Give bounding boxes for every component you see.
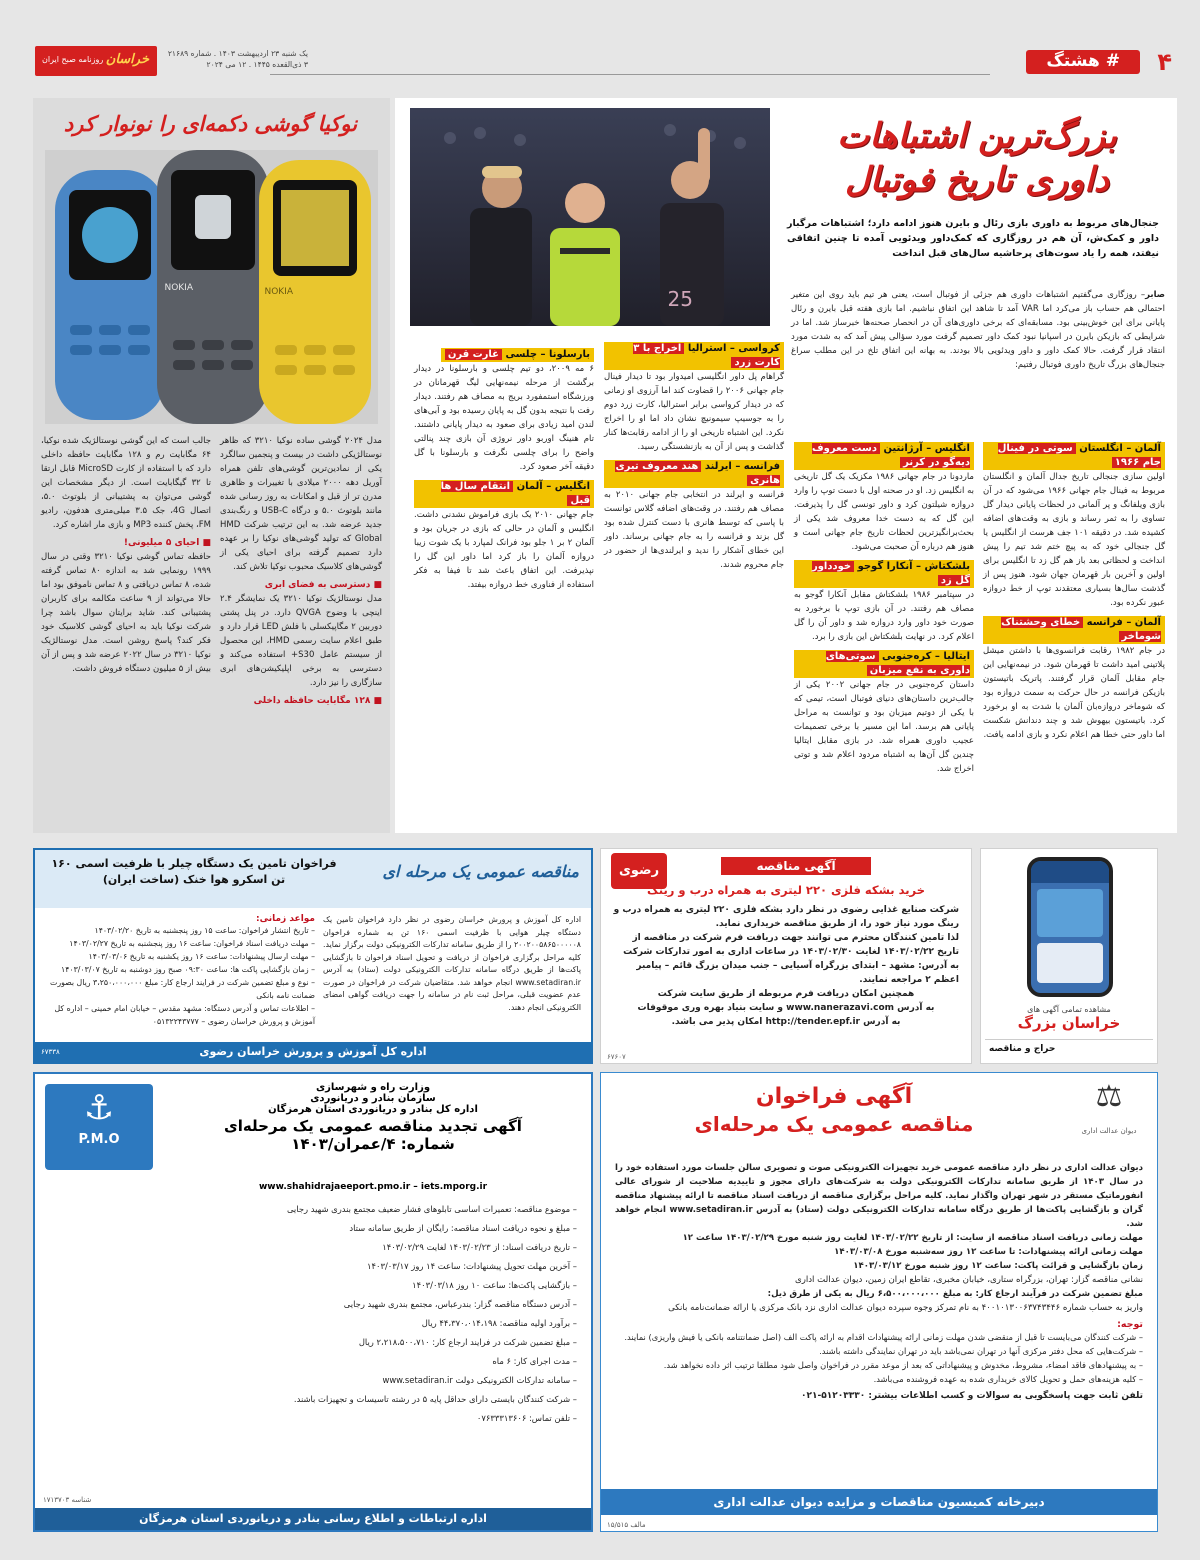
promo-logo: حراج و مناقصه — [989, 1044, 1056, 1054]
nokia-intro: مدل ۲۰۲۴ گوشی ساده نوکیا ۳۲۱۰ که ظاهر نوستالژیکی داشت در بیست و پنجمین سالگرد یکی از نمادین‌ترین گوشی‌های تلفن همراه آوریل دهه ۲۰۰۰ میلادی با تغییرات و ظاهری مدرن تر از قبل و امکانات به روز رسانی شده مانند بلوتوث ۵.۰ و درگاه USB-C و رنگ‌بندی جدید عرضه شد. به این ترتیب شرکت HMD Global که تولید گوشی‌های نوکیا را بر عهده دارد تصمیم گرفته برای احیای یکی از گوشی‌های کلاسیک محبوب نوکیا تلاش کند. — [220, 436, 382, 572]
article-col-1-lower — [983, 442, 1165, 742]
razavi-title: خرید بشکه فلزی ۲۲۰ لیتری به همراه درب و رینگ — [647, 883, 925, 897]
judiciary-emblem-icon: ⚖ — [1095, 1079, 1123, 1114]
edu-footer: اداره کل آموزش و پرورش خراسان رضوی ۶۷۳۳۸ — [35, 1042, 591, 1062]
svg-text:25: 25 — [667, 287, 693, 311]
razavi-ad — [600, 848, 972, 1064]
pmo-logo: ⚓ P.M.O — [45, 1084, 153, 1170]
issue-dateline: یک شنبه ۲۳ اردیبهشت ۱۴۰۳ . شماره ۲۱۶۸۹ ۳ ذی‌القعده ۱۴۴۵ . ۱۲ می ۲۰۲۴ — [167, 49, 308, 69]
section-text: در سپتامبر ۱۹۸۶ بلشکتاش مقابل آنکارا گوجو به مصاف هم رفتند. در آن بازی توپ با برخورد به صورت خود داور وارد دروازه شد و داور آن را گل اعلام کرد. در نهایت بلشکتاش این بازی را برد. — [794, 590, 974, 642]
brand-badge — [35, 46, 157, 76]
pmo-ad — [33, 1072, 593, 1532]
article-col-3 — [604, 342, 784, 572]
razavi-logo: رضوی — [611, 853, 667, 889]
promo-footer — [985, 1039, 1153, 1059]
nokia-subhead: ■ ۱۲۸ مگابایت حافظه داخلی — [253, 696, 382, 706]
section-tag: فرانسه – ایرلند هند معروف تیری هانری — [604, 460, 784, 488]
nokia-phones-illustration — [45, 150, 378, 424]
pmo-footer: اداره ارتباطات و اطلاع رسانی بنادر و دریانوردی استان هرمزگان — [35, 1508, 591, 1530]
pmo-code: شناسه ۱۷۱۳۷۰۳ — [43, 1496, 92, 1504]
nokia-article — [33, 98, 390, 833]
nokia-subhead: ■ دسترسی به فضای ابری — [264, 580, 382, 590]
promo-caption: مشاهده تمامی آگهی های خراسان بزرگ — [1017, 1005, 1121, 1032]
section-text: ۶ مه ۲۰۰۹، دو تیم چلسی و بارسلونا در دیدار برگشت از مرحله نیمه‌نهایی لیگ قهرمانان در ورزشگاه استمفورد بریج به مصاف هم رفتند. دیدار رفت با نتیجه بدون گل به پایان رسیده بود و آبی‌های لندن امید زیادی برای صعود به دیدار پایانی داشتند. تام هنینگ اوربو داور نروژی آن بازی چند پنالتی واضح را برای چلسی نگرفت و بارسلونا با گل دقیقه آخر صعود کرد. — [414, 364, 594, 472]
pmo-header: وزارت راه و شهرسازی سازمان بنادر و دریانوردی اداره کل بنادر و دریانوردی استان هرمزگان آگهی تجدید مناقصه عمومی یک مرحله‌ای شماره: ۴/عمران/۱۴۰۳ — [224, 1082, 522, 1153]
edu-code: ۶۷۳۳۸ — [41, 1048, 60, 1056]
referee-photo — [410, 108, 770, 326]
promo-ad — [980, 848, 1158, 1064]
judiciary-org-small: دیوان عدالت اداری — [1081, 1127, 1137, 1135]
judiciary-title: آگهی فراخوان مناقصه عمومی یک مرحله‌ای — [694, 1084, 974, 1136]
razavi-code: ۶۷۶۰۷ — [607, 1053, 626, 1061]
nokia-col-left — [41, 434, 211, 676]
brand-logo: خراسان — [105, 52, 149, 67]
nokia-text: حافظه تماس گوشی نوکیا ۳۲۱۰ وقتی در سال ۱۹۹۹ رونمایی شد به اندازه ۸۰ تماس گرفته شده، ۸ تماس دریافتی و ۸ تماس ناموفق بود اما حالا می‌تواند از ۹ ساعت مکالمه برای کاربران پشتیبانی کند. شاید برایتان سوال باشد چرا شرکت نوکیا باید به احیای گوشی کلاسیک خود فکر کند؟ پاسخ روشن است. مدل نوستالژیک نوکیا ۳۲۱۰ در سال ۲۰۲۲ عرضه شد و پس از آن بیش از ۵ میلیون دستگاه فروش داشت. — [41, 552, 212, 674]
page-header — [0, 44, 1200, 80]
nokia-col-right — [220, 434, 382, 708]
judiciary-ad — [600, 1072, 1158, 1532]
edu-headline: فراخوان تامین یک دستگاه چیلر با ظرفیت اسمی ۱۶۰ تن اسکرو هوا خنک (ساخت ایران) — [51, 857, 337, 886]
section-tag: انگلیس – آلمان انتقام سال ها قبل — [414, 480, 594, 508]
section-text: گراهام پل داور انگلیسی امیدوار بود تا دیدار فینال جام جهانی ۲۰۰۶ را قضاوت کند اما آرزوی او زمانی که در دیدار کرواسی برابر استرالیا، کارت زرد دوم را به جوسیپ سیمونیچ نشان داد اما او را اخراج نکرد. این اشتباه تاریخی او را از ادامه رقابت‌ها کنار گذاشت و پس از آن به بازنشستگی رسید. — [604, 372, 784, 452]
article-col-1 — [791, 288, 1165, 372]
edu-header — [35, 850, 591, 908]
nokia-title: نوکیا گوشی دکمه‌ای را نونوار کرد — [63, 112, 358, 136]
nokia-text: مدل نوستالژیک نوکیا ۳۲۱۰ یک نمایشگر ۲.۴ اینچی با وضوح QVGA دارد. در پنل پشتی دوربین ۲ مگاپیکسلی با فلش LED قرار دارد و طبق اعلام سایت رسمی HMD، این محصول از سیستم عامل S30+ استفاده می‌کند و دسترسی به برخی اپلیکیشن‌های ابری سازگاری را نیز دارد. — [220, 594, 383, 688]
main-article — [395, 98, 1177, 833]
phone-screen-list — [1037, 943, 1103, 983]
edu-body: اداره کل آموزش و پرورش خراسان رضوی در نظر دارد فراخوان تامین یک دستگاه چیلر هوایی با ظرفیت اسمی ۱۶۰ تن به شماره فراخوان ۲۰۰۲۰۰۵۸۶۵۰۰۰۰۰۸ را از طریق سامانه تدارکات الکترونیکی دولت برگزار نماید. کلیه مراحل برگزاری فراخوان از دریافت و تحویل اسناد فراخوان تا بازگشایی پاکت‌ها از طریق درگاه سامانه تدارکات الکترونیکی دولت (ستاد) به آدرس www.setadiran.ir انجام خواهد شد. متقاضیان شرکت در فراخوان در صورت عدم عضویت قبلی، مراحل ثبت نام در سامانه را جهت دریافت گواهی امضای الکترونیکی انجام دهند. — [323, 915, 581, 1012]
education-ad — [33, 848, 593, 1064]
article-lead: جنجال‌های مربوط به داوری بازی رئال و بایرن هنوز ادامه دارد؛ اشتباهات مرگبار داور و کمک‌ش، آن هم در روزگاری که کمک‌داور ویدئویی آمده تا چنین اتفاقی نیفتد، همه را یاد سوت‌های پرحاشیه سال‌های قبل انداخت — [787, 218, 1159, 259]
referee-photo-illustration — [410, 108, 770, 326]
brand-tagline: روزنامه صبح ایران — [42, 55, 104, 64]
razavi-body: شرکت صنایع غذایی رضوی در نظر دارد بشکه فلزی ۲۲۰ لیتری به همراه درب و رینگ مورد نیاز خود را، از طریق مناقصه خریداری نماید. لذا تامین کنندگان محترم می توانند جهت دریافت فرم شرکت در مناقصه از تاریخ ۱۴۰۳/۰۲/۲۲ لغایت ۱۴۰۳/۰۲/۳۰ در ساعات اداری به امور تدارکات شرکت به آدرس: مشهد – ابتدای بزرگراه آسیایی – جنب میدان بزرگ قائم – پیامبر اعظم ۲ مراجعه نمایند. همچنین امکان دریافت فرم مربوطه از طریق سایت شرکت به آدرس www.nanerazavi.com و سایت بنیاد بهره وری موقوفات به آدرس http://tender.epf.ir امکان پذیر می باشد. — [613, 905, 959, 1027]
section-text: فرانسه و ایرلند در انتخابی جام جهانی ۲۰۱۰ به مصاف هم رفتند. در وقت‌های اضافه گلاس توانست با پاسی که توسط هانری با دست کنترل شده بود گل بزند و فرانسه را به جام جهانی برساند. داور این خطای آشکار را ندید و ایرلندی‌ها از حضور در جام محروم شدند. — [604, 490, 785, 570]
phone-screen-header — [1031, 861, 1109, 883]
judiciary-footer: دبیرخانه کمیسیون مناقصات و مزایده دیوان عدالت اداری — [601, 1489, 1157, 1515]
article-col-4 — [414, 342, 594, 592]
article-intro: صابر– روزگاری می‌گفتیم اشتباهات داوری هم جزئی از فوتبال است، یعنی هر تیم باید روی این متغیر احتمالی هم حساب باز می‌کرد اما VAR آمد تا شاهد این اتفاق نباشیم. اما بازی هفته قبل بایرن و رئال پایانی برای این خوش‌بینی بود. مسابقه‌ای که برخی داوری‌های آن در انحصار صحنه‌ها خبرساز شد. اما در شرایطی که بازیکن بایرن در اسپانیا نبود کمک داور تصمیم گرفت مورد سؤالی پیش آمد که به شدت مورد انتقاد قرار گرفت. حالا کمک داور و داور ویدئویی بالا بودند. به بهانه این اتفاق تلخ در این مطلب سراغ جنجال‌های بزرگ تاریخ داوری فوتبال رفتیم: — [791, 290, 1165, 370]
section-text: در جام ۱۹۸۲ رقابت فرانسوی‌ها با داشتن میشل پلاتینی امید داشت تا قهرمان شود. در نیمه‌نهایی این جام مقابل آلمان قرار گرفتند. پاتریک باتیستون بازیکن فرانسه در حال حرکت به سمت دروازه بود که شوماخر دروازه‌بان آلمان با شدت به او برخورد کرد. باتیستون بیهوش شد و چند دندانش شکست اما داور حتی خطا هم اعلام نکرد و بازی ادامه یافت. — [983, 646, 1165, 740]
section-text: جام جهانی ۲۰۱۰ یک بازی فراموش نشدنی داشت. انگلیس و آلمان در حالی که بازی در جریان بود و آلمان ۲ بر ۱ جلو بود فرانک لمپارد با یک شوت زیبا دروازه آلمان را باز کرد اما داور این گل را نپذیرفت. این اتفاق باعث شد تا فیفا به فکر استفاده از فناوری خط دروازه بیفتد. — [414, 510, 594, 590]
section-tag: کرواسی – استرالیا اخراج با ۳ کارت زرد — [604, 342, 784, 370]
anchor-icon: ⚓ — [83, 1088, 115, 1128]
section-tag: آلمان – انگلستان سوتی در فینال جام ۱۹۶۶ — [983, 442, 1165, 470]
pmo-website: www.shahidrajaeeport.pmo.ir – iets.mporg.ir — [258, 1182, 488, 1192]
section-text: ماردونا در جام جهانی ۱۹۸۶ مکزیک یک گل تاریخی به انگلیس زد. او در صحنه اول با دست توپ را وارد دروازه شیلتون کرد و داور تونسی گل را پذیرفت. این گل که به دست خدا معروف شد یکی از بحث‌برانگیزترین لحظات تاریخ جام جهانی است و هنوز هم درباره آن صحبت می‌شود. — [794, 472, 974, 552]
section-text: داستان کره‌جنوبی در جام جهانی ۲۰۰۲ یکی از جالب‌ترین داستان‌های دنیای فوتبال است، تیمی که با یکی از دوتیم میزبان بود و توانست به مراحل پایانی هم برسد. اما این مسیر با برخی تصمیمات عجیب داوری همراه شد. در بازی مقابل ایتالیا چندین گل آن‌ها به اشتباه مردود اعلام شد و توتی اخراج شد. — [794, 680, 974, 774]
nokia-phones-image — [45, 150, 378, 424]
section-text: اولین سازی جنجالی تاریخ جدال آلمان و انگلستان مربوط به فینال جام جهانی ۱۹۶۶ می‌شود که در آن بازی ویلفانگ و پر آلمانی در لحظات پایانی دیدار گل تساوی را به ثمر رساند و بازی به وقت‌های اضافه کشیده شد. در دقیقه ۱۰۱ جف هرست از انگلیس یا گل جنجالی خود که به پیچ ختم شد تیم را پیش انداخت و لحظاتی بعد باز هم گل زد تا انگلیس برای اولین و آخرین بار قهرمان جهان شود. هنوز پس از گذشت سال‌ها بسیاری معتقدند توپ از خط دروازه عبور نکرده بود. — [983, 472, 1165, 608]
section-tag: آلمان – فرانسه خطای وحشتناک شوماخر — [983, 616, 1165, 644]
edu-dates: مواعد زمانی: – تاریخ انتشار فراخوان: ساعت ۱۵ روز پنجشنبه به تاریخ ۱۴۰۳/۰۲/۲۰ – مهلت دریافت اسناد فراخوان: ساعت ۱۶ روز پنجشنبه به تاریخ ۱۴۰۳/۰۲/۲۷ – مهلت ارسال پیشنهادات: ساعت ۱۶ روز یکشنبه به تاریخ ۱۴۰۳/۰۳/۰۶ – زمان بازگشایی پاکت ها: ساعت ۰۹:۳۰ صبح روز دوشنبه به تاریخ ۱۴۰۳/۰۳/۰۷ – نوع و مبلغ تضمین شرکت در فرایند ارجاع کار: مبلغ ۳،۲۵۰،۰۰۰،۰۰۰ ریال بصورت ضمانت نامه بانکی – اطلاعات تماس و آدرس دستگاه: مشهد مقدس – خیابان امام خمینی – اداره کل آموزش و پرورش خراسان رضوی – ۰۵۱۳۲۲۴۳۷۷۷ — [50, 914, 315, 1026]
judiciary-body: دیوان عدالت اداری در نظر دارد مناقصه عمومی خرید تجهیزات الکترونیکی صوت و تصویری سالن جلسات مورد استفاده خود را در سال ۱۴۰۳ از طریق سامانه تدارکات الکترونیکی دولت به شرکت‌های دارای مجوز و تاییدیه صلاحیت از شورای عالی انفورماتیک مستقر در شهر تهران واگذار نماید. کلیه مراحل برگزاری مناقصه از دریافت اسناد مناقصه تا ارائه پیشنهاد مناقصه گران و بازگشایی پاکت‌ها از طریق درگاه سامانه تدارکات الکترونیکی دولت (ستاد) به آدرس www.setadiran.ir انجام خواهد شد. مهلت زمانی دریافت اسناد مناقصه از سایت: از تاریخ ۱۴۰۳/۰۲/۲۲ لغایت روز شنبه مورخ ۱۴۰۳/۰۲/۲۹ ساعت ۱۲ مهلت زمانی ارائه پیشنهادات: تا ساعت ۱۲ روز سه‌شنبه مورخ ۱۴۰۳/۰۳/۰۸ زمان بازگشایی و قرائت پاکت: ساعت ۱۲ روز شنبه مورخ ۱۴۰۳/۰۳/۱۲ نشانی مناقصه گزار: تهران، بزرگراه ستاری، خیابان مخبری، تقاطع ایران زمین، دیوان عدالت اداری مبلغ تضمین شرکت در فرآیند ارجاع کار: به مبلغ ۶،۵۰۰،۰۰۰،۰۰۰ ریال به یکی از طرق ذیل: واریز به حساب شماره ۴۰۰۱۰۱۳۰۰۶۳۷۴۳۴۴۶ به نام تمرکز وجوه سپرده دیوان عدالت اداری نزد بانک مرکزی یا ارائه ضمانت‌نامه بانکی توجه: – شرکت کنندگان می‌بایست تا قبل از منقضی شدن مهلت زمانی ارائه پیشنهادات اقدام به ارائه پاکت الف (اصل ضمانتنامه بانکی یا فیش واریزی) نمایند. – شرکت‌هایی که محل دفتر مرکزی آنها در تهران نمی‌باشد باید در تهران نمایندگی داشته باشند. – به پیشنهادهای فاقد امضاء، مشروط، مخدوش و پیشنهاداتی که بعد از موعد مقرر در فراخوان واصل شود مطلقا ترتیب اثر داده نخواهد شد. – کلیه هزینه‌های حمل و تحویل کالای خریداری شده به عهده فروشنده می‌باشد. تلفن ثابت جهت پاسخگویی به سوالات و کسب اطلاعات بیشتر: ۵۱۲۰۳۳۳۰-۰۲۱ — [615, 1163, 1143, 1401]
svg-text:NOKIA: NOKIA — [264, 287, 293, 297]
svg-text:NOKIA: NOKIA — [164, 283, 193, 293]
nokia-subhead: ■ احیای ۵ میلیونی! — [123, 538, 211, 548]
judiciary-code: مالف ۱۵/۵۱۵ — [607, 1521, 646, 1529]
header-divider — [270, 74, 990, 75]
section-tag: ایتالیا – کره‌جنوبی سوتی‌های داوری به نفع میزبان — [794, 650, 974, 678]
article-title: بزرگ‌ترین اشتباهات داوری تاریخ فوتبال — [837, 116, 1117, 200]
nokia-text: جالب است که این گوشی نوستالژیک شده نوکیا، ۶۴ مگابایت رم و ۱۲۸ مگابایت حافظه داخلی دارد که با استفاده از کارت MicroSD قابل ارتقا تا ۳۲ گیگابایت است. از دیگر مشخصات این گوشی می‌توان به پشتیبانی از بلوتوث ۵.۰، اتصال 4G، جک ۳.۵ میلی‌متری هدفون، رادیو FM، پخش کننده MP3 و بازی مار اشاره کرد. — [41, 436, 211, 530]
page-number: ۴ — [1157, 48, 1172, 76]
section-tag: انگلیس – آرژانتین دست معروف دیه‌گو در کرنر — [794, 442, 974, 470]
phone-screen-banner — [1037, 889, 1103, 937]
section-badge: # هشتگ — [1026, 50, 1140, 74]
phone-mockup — [1027, 857, 1113, 997]
razavi-header: آگهی مناقصه — [721, 857, 871, 875]
section-tag: بارسلونا – چلسی غارت قرن — [441, 348, 594, 362]
edu-title-italic: مناقصه عمومی یک مرحله ای — [382, 862, 579, 881]
section-tag: بلشکتاش – آنکارا گوجو خودداور گل زد — [794, 560, 974, 588]
pmo-body: – موضوع مناقصه: تعمیرات اساسی تابلوهای فشار ضعیف مجتمع بندری شهید رجایی – مبلغ و نحوه دریافت اسناد مناقصه: رایگان از طریق سامانه ستاد – تاریخ دریافت اسناد: از ۱۴۰۳/۰۲/۲۳ لغایت ۱۴۰۳/۰۲/۲۹ – آخرین مهلت تحویل پیشنهادات: ساعت ۱۴ روز ۱۴۰۳/۰۳/۱۷ – بازگشایی پاکت‌ها: ساعت ۱۰ روز ۱۴۰۳/۰۳/۱۸ – آدرس دستگاه مناقصه گزار: بندرعباس، مجتمع بندری شهید رجایی – برآورد اولیه مناقصه: ۴۴،۳۷۰،۰۱۴،۱۹۸ ریال – مبلغ تضمین شرکت در فرایند ارجاع کار: ۲،۲۱۸،۵۰۰،۷۱۰ ریال – مدت اجرای کار: ۶ ماه – سامانه تدارکات الکترونیکی دولت www.setadiran.ir – شرکت کنندگان بایستی دارای حداقل پایه ۵ در رشته تاسیسات و تجهیزات باشند. – تلفن تماس: ۰۷۶۳۳۳۱۳۶۰۶ — [286, 1204, 577, 1423]
article-col-2 — [794, 442, 974, 776]
